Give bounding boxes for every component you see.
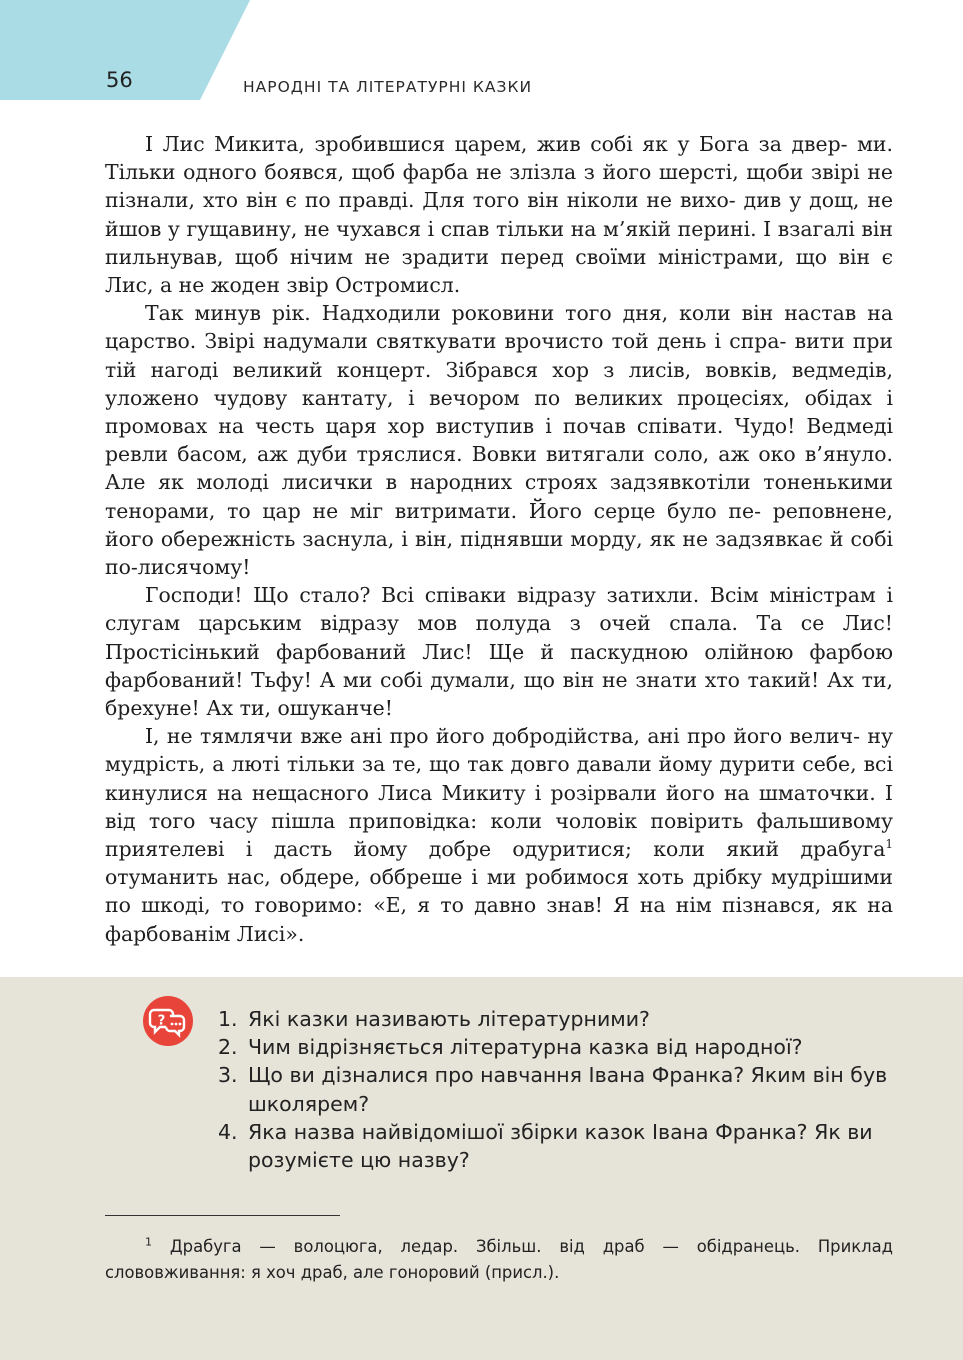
question-item: 2. Чим відрізняється літературна казка від народної? xyxy=(218,1035,803,1060)
page-number: 56 xyxy=(106,68,133,92)
story-paragraph: Господи! Що стало? Всі співаки відразу затихли. Всім міністрам і слугам царським відразу мов полуда з очей спала. Та се Лис! Простісінький фарбований Лис! Ще й паскудною олійною фарбою фарбований! Тьфу! А ми собі думали, що він не знати хто такий! Ах ти, брехуне! Ах ти, ошуканче! xyxy=(105,583,893,721)
footnote xyxy=(105,1234,893,1286)
story-paragraph: І, не тямлячи вже ані про його добродійства, ані про його велич- ну мудрість, а люті тільки за те, що так довго давали йому дурити себе, всі кинулися на нещасного Лиса Микиту і розірвали його на шматочки. І від того часу пішла приповідка: коли чоловік повірить фальшивому приятелеві і дасть йому добре одуритися; коли який драбуга$^1$ отуманить нас, обдере, оббреше і ми робимося хоть дрібку мудрішими по шкоді, то говоримо: «Е, я то давно знав! Я на нім пізнався, як на фарбованім Лисі». xyxy=(105,724,894,946)
story-text xyxy=(105,130,893,948)
footnote-reference[interactable]: 1 xyxy=(885,837,893,852)
svg-text:?: ? xyxy=(157,1013,166,1029)
story-paragraph: Так минув рік. Надходили роковини того дня, коли він настав на царство. Звірі надумали святкувати врочисто той день і спра- вити при тій нагоді великий концерт. Зібрався хор з лисів, вовків, ведмедів, уложено чудову кантату, і вечором по великих процесіях, обідах і промовах на честь царя хор виступив і почав співати. Чудо! Ведмеді ревли басом, аж дуби тряслися. Вовки витягали соло, аж око в’януло. Але як молоді лисички в народних строях задзявкотіли тоненькими тенорами, то цар не міг витримати. Його серце було пе- реповнене, його обережність заснула, і він, піднявши морду, як не задзявкає й собі по-лисячому! xyxy=(105,301,893,580)
question-item: 3. Що ви дізналися про навчання Івана Франка? Яким він був школярем? xyxy=(218,1063,888,1116)
footnote-divider xyxy=(105,1215,340,1216)
question-item: 1. Які казки називають літературними? xyxy=(218,1007,650,1031)
questions-list xyxy=(218,1005,908,1174)
question-speech-bubbles-icon xyxy=(143,996,193,1046)
section-title: НАРОДНІ ТА ЛІТЕРАТУРНІ КАЗКИ xyxy=(243,78,533,96)
footnote-marker: 1 xyxy=(145,1235,152,1249)
story-paragraph: І Лис Микита, зробившися царем, жив собі як у Бога за двер- ми. Тільки одного боявся, щоб фарба не злізла з його шерсті, щоби звірі не пізнали, хто він є по правді. Для того він ніколи не вихо- див у дощ, не йшов у гущавину, не чухався і спав тільки на м’якій перині. І взагалі він пильнував, щоб нічим не зрадити перед своїми міністрами, що він є Лис, а не жоден звір Остромисл. xyxy=(105,132,894,298)
footnote-text: Драбуга — волоцюга, ледар. Збільш. від драб — обідранець. Приклад слововживання: я хоч драб, але гоноровий (присл.). xyxy=(105,1237,893,1282)
question-item: 4. Яка назва найвідомішої збірки казок Івана Франка? Як ви розумієте цю назву? xyxy=(218,1119,873,1173)
